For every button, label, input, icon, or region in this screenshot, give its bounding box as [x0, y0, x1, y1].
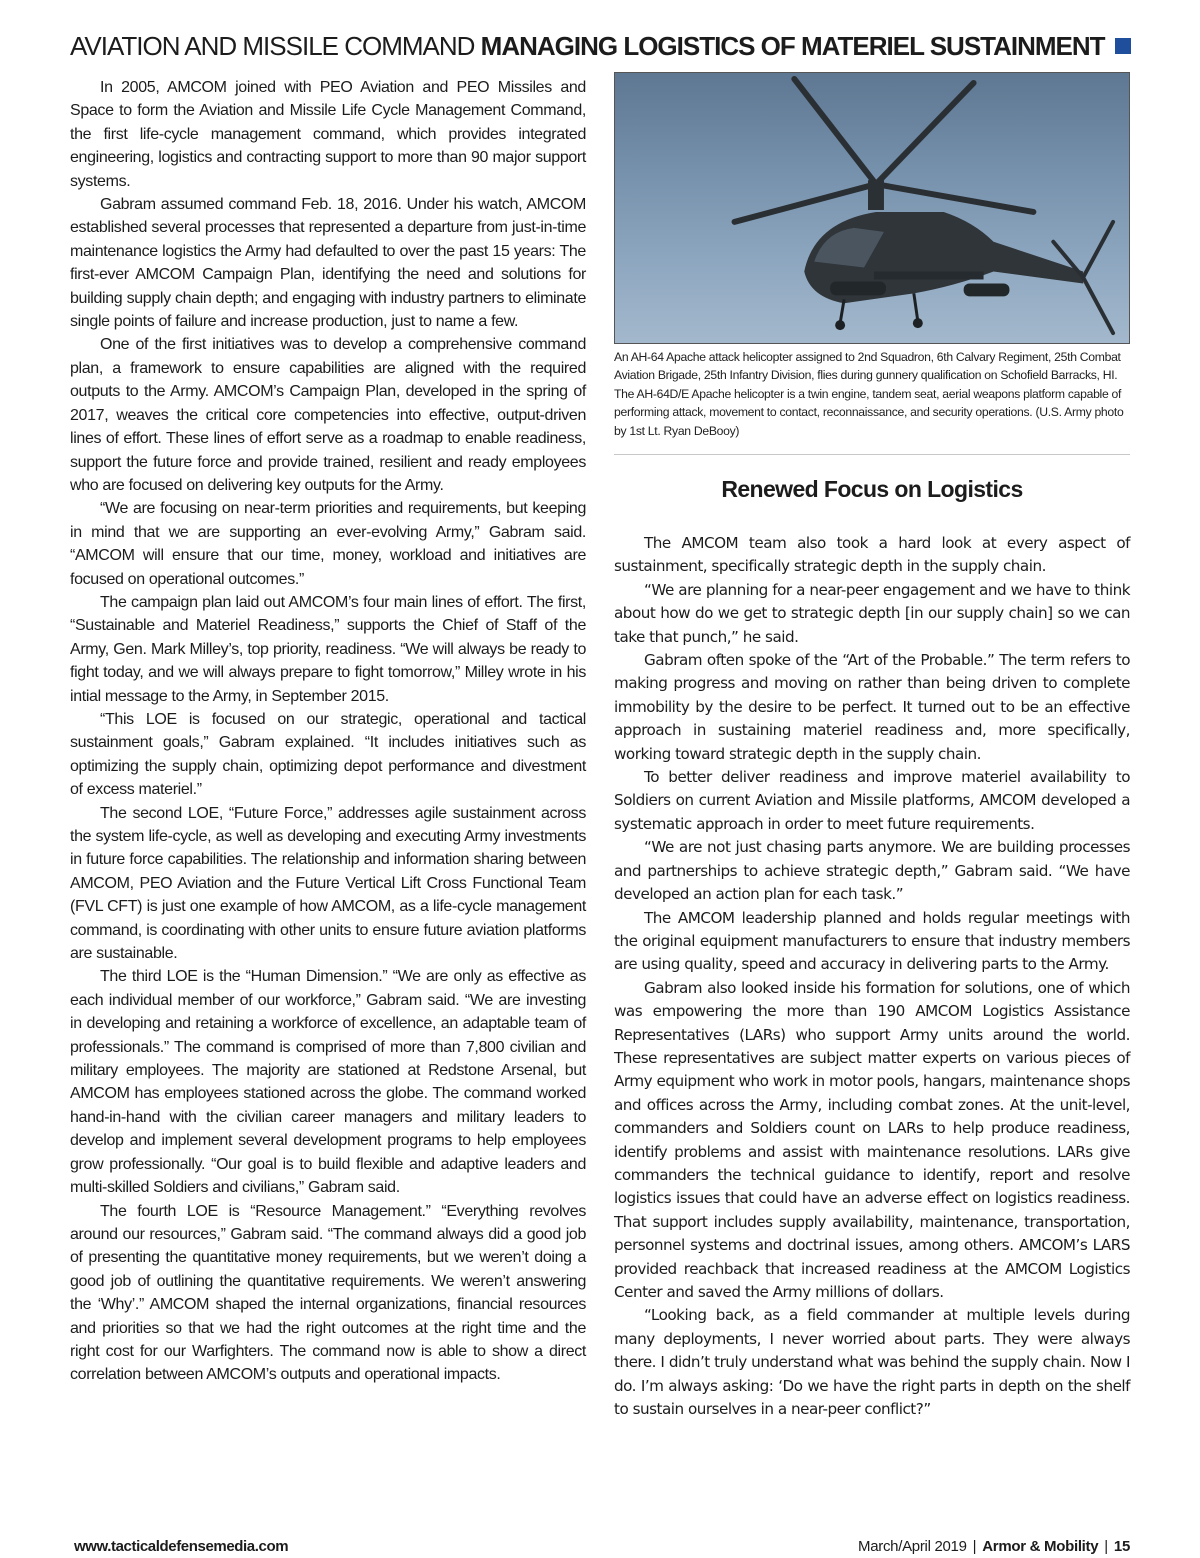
paragraph: The second LOE, “Future Force,” addresses agile sustainment across the system life-cycle, as well as developing and executing Army investments in future force capabilities. The relationship and information sharing between AMCOM, PEO Aviation and the Future Vertical Lift Cross Functional Team (FVL CFT) is just one example of how AMCOM, as a life-cycle management command, is coordinating with other units to ensure future aviation platforms are sustainable. [70, 804, 586, 963]
section-subhead: Renewed Focus on Logistics [721, 476, 1023, 502]
footer-issue-date: March/April 2019 [858, 1538, 967, 1555]
right-column [614, 532, 1130, 1421]
header-section: AVIATION AND MISSILE COMMAND [70, 31, 475, 61]
footer-separator: | [972, 1538, 977, 1555]
paragraph: Gabram also looked inside his formation for solutions, one of which was empowering the more than 190 AMCOM Logistics Assistance Representatives (LARs) who support Army units around the world. These representatives are subject matter experts on various pieces of Army equipment who work in motor pools, hangars, maintenance shops and offices across the Army, including combat zones. At the unit-level, commanders and Soldiers count on LARs to help produce readiness, identify problems and assist with maintenance resolutions. LARs give commanders the technical guidance to identify, report and resolve logistics issues that could have an adverse effect on logistics readiness. That support includes supply availability, maintenance, transportation, personnel systems and doctrinal issues, among others. AMCOM’s LARS provided reachback that increased readiness at the AMCOM Logistics Center and saved the Army millions of dollars. [614, 978, 1130, 1301]
footer-magazine-name: Armor & Mobility [982, 1538, 1099, 1555]
divider [614, 454, 1130, 455]
paragraph: The fourth LOE is “Resource Management.” “Everything revolves around our resources,” Gabram said. “The command always did a good job of presenting the quantitative money requirements, but we weren’t doing a good job of outlining the quantitative requirements. We weren’t answering the ‘Why’.” AMCOM shaped the internal organizations, financial resources and priorities so that we had the right outcomes at the right time and the right cost for our Warfighters. The command now is able to show a direct correlation between AMCOM’s outputs and operational impacts. [70, 1202, 586, 1384]
left-column [70, 76, 586, 1387]
paragraph: The campaign plan laid out AMCOM’s four main lines of effort. The first, “Sustainable and Materiel Readiness,” supports the Chief of Staff of the Army, Gen. Mark Milley’s, top priority, readiness. “We will always be ready to fight today, and we will always prepare to fight tomorrow,” Milley wrote in his intial message to the Army, in September 2015. [70, 593, 586, 705]
paragraph: In 2005, AMCOM joined with PEO Aviation and PEO Missiles and Space to form the Aviation and Missile Life Cycle Management Command, the first life-cycle management command, which provides integrated engineering, logistics and contracting support to more than 90 major support systems. [70, 79, 586, 190]
paragraph: The AMCOM team also took a hard look at every aspect of sustainment, specifically strategic depth in the supply chain. [614, 534, 1130, 576]
footer-separator: | [1104, 1538, 1108, 1555]
paragraph: “We are planning for a near-peer engagement and we have to think about how do we get to strategic depth [in our supply chain] so we can take that punch,” he said. [614, 580, 1130, 646]
paragraph: The AMCOM leadership planned and holds regular meetings with the original equipment manufacturers to ensure that industry members are using quality, speed and accuracy in delivering parts to the Army. [614, 908, 1130, 974]
paragraph: “Looking back, as a field commander at multiple levels during many deployments, I never worried about parts. They were always there. I didn’t truly understand what was behind the supply chain. Now I do. I’m always asking: ‘Do we have the right parts in depth on the shelf to sustain ourselves in a near-peer conflict?” [614, 1306, 1130, 1419]
photo-caption: An AH-64 Apache attack helicopter assigned to 2nd Squadron, 6th Calvary Regiment, 25th Combat Aviation Brigade, 25th Infantry Division, flies during gunnery qualification on Schofield Barracks, HI. The AH-64D/E Apache helicopter is a twin engine, tandem seat, aerial weapons platform capable of performing attack, movement to contact, reconnaissance, and security operations. (U.S. Army photo by 1st Lt. Ryan DeBooy) [614, 350, 1124, 438]
helicopter-photo [614, 72, 1130, 344]
paragraph: The third LOE is the “Human Dimension.” “We are only as effective as each individual member of our workforce,” Gabram said. “We are investing in developing and retaining a workforce of excellence, an adaptable team of professionals.” The command is comprised of more than 7,800 civilian and military employees. The majority are stationed at Redstone Arsenal, but AMCOM has employees stationed across the globe. The command worked hand-in-hand with the civilian career managers and military leaders to develop and implement several development programs to help employees grow professionally. “Our goal is to build flexible and adaptive leaders and multi-skilled Soldiers and civilians,” Gabram said. [70, 968, 586, 1197]
header-title: MANAGING LOGISTICS OF MATERIEL SUSTAINMENT [480, 31, 1105, 61]
header-square-icon [1115, 38, 1131, 54]
running-header [70, 30, 1130, 62]
page-number: 15 [1113, 1538, 1130, 1555]
apache-helicopter-illustration [615, 73, 1129, 343]
paragraph: Gabram often spoke of the “Art of the Probable.” The term refers to making progress and moving on rather than being driven to complete immobility by the desire to be perfect. It turned out to be an effective approach in sustaining materiel readiness and, more specifically, working toward strategic depth in the supply chain. [614, 651, 1130, 763]
paragraph: “This LOE is focused on our strategic, operational and tactical sustainment goals,” Gabram explained. “It includes initiatives such as optimizing the supply chain, optimizing depot performance and divestment of excess materiel.” [70, 710, 586, 799]
paragraph: “We are focusing on near-term priorities and requirements, but keeping in mind that we are supporting an ever-evolving Army,” Gabram said. “AMCOM will ensure that our time, money, workload and initiatives are focused on operational outcomes.” [70, 500, 586, 588]
paragraph: One of the first initiatives was to develop a comprehensive command plan, a framework to ensure capabilities are aligned with the required outputs to the Army. AMCOM’s Campaign Plan, developed in the spring of 2017, weaves the critical core competencies into effective, output-driven lines of effort. These lines of effort serve as a roadmap to enable readiness, support the future force and provide trained, resilient and ready employees who are focused on delivering key outputs for the Army. [70, 336, 586, 494]
paragraph: Gabram assumed command Feb. 18, 2016. Under his watch, AMCOM established several processes that represented a departure from just-in-time maintenance logistics the Army had defaulted to over the past 15 years: The first-ever AMCOM Campaign Plan, identifying the need and solutions for building supply chain depth; and engaging with industry partners to eliminate single points of failure and increase production, just to name a few. [70, 196, 586, 331]
paragraph: To better deliver readiness and improve materiel availability to Soldiers on current Aviation and Missile platforms, AMCOM developed a systematic approach in order to meet future requirements. [614, 768, 1130, 833]
footer-website: www.tacticaldefensemedia.com [74, 1538, 289, 1555]
paragraph: “We are not just chasing parts anymore. We are building processes and partnerships to achieve strategic depth,” Gabram said. “We have developed an action plan for each task.” [614, 838, 1130, 904]
footer-issue-info [858, 1538, 1130, 1555]
